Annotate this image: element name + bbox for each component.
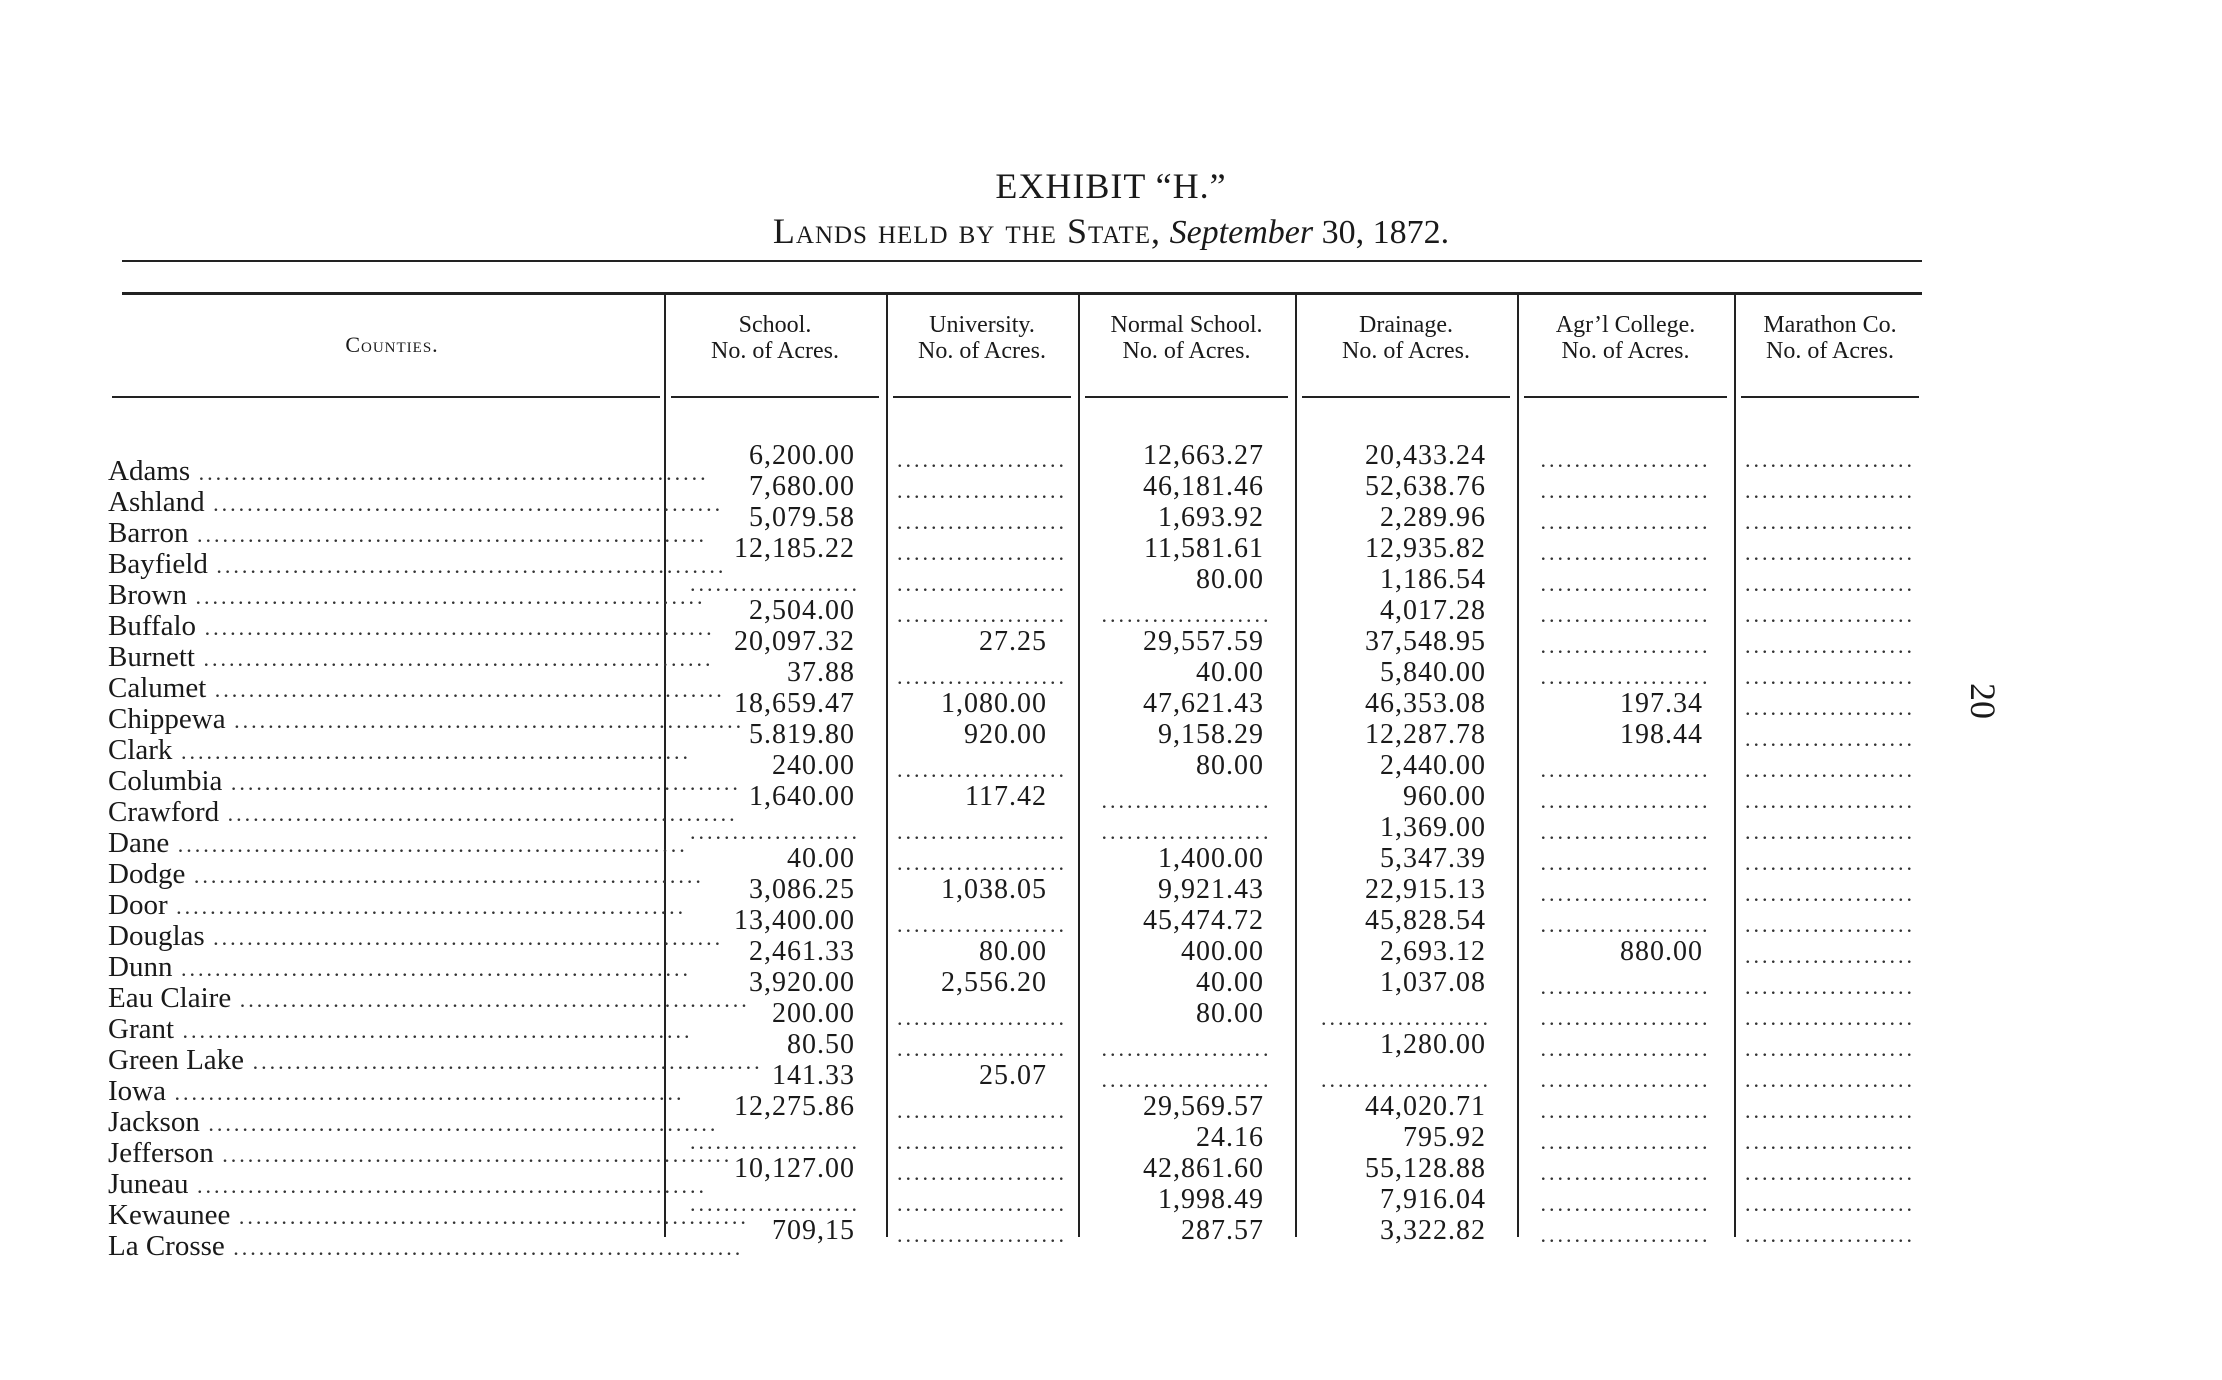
county-label: Juneau	[108, 1168, 189, 1200]
leader-dots: ............................................................	[225, 708, 745, 733]
county-label: Ashland	[108, 486, 205, 518]
cell-agr: 198.44	[1620, 719, 1703, 750]
leader-dots: ............................................................	[230, 1204, 749, 1229]
cell-school: 2,461.33	[749, 936, 855, 967]
cell-school: 1,640.00	[749, 781, 855, 812]
cell-drainage: 44,020.71	[1365, 1091, 1486, 1122]
header-normal	[1079, 312, 1294, 364]
leader-dots: ............................................................	[186, 584, 706, 609]
leader-dots: ............................................................	[195, 646, 714, 671]
empty-cell-dots: ....................	[1745, 881, 1915, 906]
cell-drainage: 22,915.13	[1365, 874, 1486, 905]
empty-cell-dots: ....................	[1540, 757, 1711, 782]
county-label: Dodge	[108, 858, 186, 890]
empty-cell-dots: ....................	[1321, 1067, 1491, 1092]
cell-school: 200.00	[772, 998, 855, 1029]
empty-cell-dots: ....................	[1540, 974, 1711, 999]
cell-drainage: 1,186.54	[1380, 564, 1486, 595]
header-underline	[1741, 396, 1919, 398]
leader-dots: ............................................................	[222, 770, 741, 795]
empty-cell-dots: ....................	[1745, 1129, 1915, 1154]
empty-cell-dots: ....................	[690, 819, 860, 844]
header-line1: Drainage.	[1359, 312, 1453, 338]
cell-drainage: 1,369.00	[1380, 812, 1486, 843]
county-label: Douglas	[108, 920, 205, 952]
empty-cell-dots: ....................	[897, 912, 1067, 937]
county-name	[108, 1044, 763, 1076]
cell-school: 6,200.00	[749, 440, 855, 471]
empty-cell-dots: ....................	[1745, 819, 1915, 844]
county-name	[108, 1199, 749, 1231]
cell-university: 1,080.00	[941, 688, 1047, 719]
cell-school: 5.819.80	[749, 719, 855, 750]
cell-drainage: 4,017.28	[1380, 595, 1486, 626]
cell-school: 141.33	[772, 1060, 855, 1091]
cell-drainage: 12,935.82	[1365, 533, 1486, 564]
leader-dots: ............................................................	[165, 1080, 685, 1105]
county-name	[108, 858, 704, 890]
leader-dots: ............................................................	[172, 956, 691, 981]
empty-cell-dots: ....................	[897, 1036, 1067, 1061]
cell-normal: 29,569.57	[1143, 1091, 1264, 1122]
header-rule	[122, 292, 1922, 295]
cell-drainage: 7,916.04	[1380, 1184, 1486, 1215]
leader-dots: ............................................................	[204, 925, 724, 950]
empty-cell-dots: ....................	[897, 571, 1067, 596]
cell-normal: 12,663.27	[1143, 440, 1264, 471]
cell-normal: 9,158.29	[1158, 719, 1264, 750]
cell-university: 25.07	[979, 1060, 1047, 1091]
leader-dots: ............................................................	[207, 553, 727, 578]
empty-cell-dots: ....................	[1745, 850, 1915, 875]
leader-dots: ............................................................	[172, 739, 691, 764]
empty-cell-dots: ....................	[1745, 726, 1915, 751]
county-label: Burnett	[108, 641, 195, 673]
exhibit-title: EXHIBIT “H.”	[995, 166, 1227, 206]
cell-school: 13,400.00	[734, 905, 855, 936]
empty-cell-dots: ....................	[1745, 974, 1915, 999]
empty-cell-dots: ....................	[1745, 1098, 1915, 1123]
header-university	[887, 312, 1077, 364]
empty-cell-dots: ....................	[1540, 602, 1711, 627]
cell-normal: 400.00	[1181, 936, 1264, 967]
cell-drainage: 20,433.24	[1365, 440, 1486, 471]
empty-cell-dots: ....................	[897, 540, 1067, 565]
county-name	[108, 1230, 744, 1262]
county-name	[108, 765, 741, 797]
header-underline	[671, 396, 879, 398]
cell-university: 920.00	[964, 719, 1047, 750]
cell-drainage: 46,353.08	[1365, 688, 1486, 719]
empty-cell-dots: ....................	[1745, 478, 1915, 503]
cell-drainage: 1,037.08	[1380, 967, 1486, 998]
county-label: Barron	[108, 517, 189, 549]
empty-cell-dots: ....................	[1540, 912, 1711, 937]
empty-cell-dots: ....................	[1101, 819, 1272, 844]
cell-normal: 80.00	[1196, 564, 1264, 595]
cell-normal: 45,474.72	[1143, 905, 1264, 936]
empty-cell-dots: ....................	[1745, 1067, 1915, 1092]
top-rule	[122, 260, 1922, 262]
cell-agr: 880.00	[1620, 936, 1703, 967]
cell-drainage: 2,440.00	[1380, 750, 1486, 781]
cell-drainage: 2,693.12	[1380, 936, 1486, 967]
cell-drainage: 5,347.39	[1380, 843, 1486, 874]
empty-cell-dots: ....................	[1745, 1005, 1915, 1030]
county-label: Calumet	[108, 672, 207, 704]
cell-drainage: 2,289.96	[1380, 502, 1486, 533]
county-label: Door	[108, 889, 168, 921]
empty-cell-dots: ....................	[1540, 1129, 1711, 1154]
header-line1: Normal School.	[1110, 312, 1263, 338]
header-line1: School.	[738, 312, 812, 338]
empty-cell-dots: ....................	[1540, 788, 1711, 813]
empty-cell-dots: ....................	[690, 1191, 860, 1216]
empty-cell-dots: ....................	[897, 757, 1067, 782]
subtitle-date: September	[1169, 214, 1314, 251]
county-name	[108, 796, 738, 828]
empty-cell-dots: ....................	[897, 819, 1067, 844]
county-name	[108, 1013, 693, 1045]
county-label: La Crosse	[108, 1230, 225, 1262]
cell-school: 37.88	[787, 657, 855, 688]
county-label: Chippewa	[108, 703, 226, 735]
leader-dots: ............................................................	[174, 1018, 693, 1043]
header-line2: No. of Acres.	[1342, 338, 1470, 364]
cell-school: 2,504.00	[749, 595, 855, 626]
empty-cell-dots: ....................	[1540, 1222, 1711, 1247]
county-label: Eau Claire	[108, 982, 232, 1014]
leader-dots: ............................................................	[231, 987, 750, 1012]
empty-cell-dots: ....................	[1745, 1036, 1915, 1061]
cell-normal: 287.57	[1181, 1215, 1264, 1246]
empty-cell-dots: ....................	[897, 478, 1067, 503]
empty-cell-dots: ....................	[1321, 1005, 1491, 1030]
header-line2: No. of Acres.	[1122, 338, 1251, 364]
empty-cell-dots: ....................	[1745, 447, 1915, 472]
county-name	[108, 1137, 733, 1169]
cell-school: 40.00	[787, 843, 855, 874]
empty-cell-dots: ....................	[1101, 1067, 1272, 1092]
county-label: Jackson	[108, 1106, 200, 1138]
cell-normal: 47,621.43	[1143, 688, 1264, 719]
header-underline	[112, 396, 660, 398]
empty-cell-dots: ....................	[1540, 664, 1711, 689]
county-label: Jefferson	[108, 1137, 214, 1169]
cell-university: 80.00	[979, 936, 1047, 967]
cell-normal: 24.16	[1196, 1122, 1264, 1153]
empty-cell-dots: ....................	[1745, 571, 1915, 596]
county-name	[108, 982, 750, 1014]
cell-school: 10,127.00	[734, 1153, 855, 1184]
empty-cell-dots: ....................	[897, 509, 1067, 534]
column-divider	[1734, 292, 1736, 1237]
county-name	[108, 455, 709, 487]
county-name	[108, 889, 687, 921]
leader-dots: ............................................................	[196, 615, 715, 640]
county-name	[108, 734, 691, 766]
county-label: Crawford	[108, 796, 220, 828]
cell-school: 12,275.86	[734, 1091, 855, 1122]
cell-drainage: 52,638.76	[1365, 471, 1486, 502]
empty-cell-dots: ....................	[1745, 1191, 1915, 1216]
county-label: Grant	[108, 1013, 175, 1045]
cell-university: 117.42	[965, 781, 1047, 812]
empty-cell-dots: ....................	[897, 1222, 1067, 1247]
cell-drainage: 795.92	[1403, 1122, 1486, 1153]
county-label: Dunn	[108, 951, 173, 983]
county-label: Columbia	[108, 765, 223, 797]
cell-normal: 29,557.59	[1143, 626, 1264, 657]
cell-drainage: 12,287.78	[1365, 719, 1486, 750]
cell-agr: 197.34	[1620, 688, 1703, 719]
county-name	[108, 641, 714, 673]
county-name	[108, 672, 725, 704]
empty-cell-dots: ....................	[1540, 1191, 1711, 1216]
empty-cell-dots: ....................	[1745, 664, 1915, 689]
county-label: Green Lake	[108, 1044, 245, 1076]
county-label: Clark	[108, 734, 173, 766]
empty-cell-dots: ....................	[897, 664, 1067, 689]
empty-cell-dots: ....................	[1540, 881, 1711, 906]
cell-school: 20,097.32	[734, 626, 855, 657]
cell-drainage: 5,840.00	[1380, 657, 1486, 688]
subtitle-suffix: 30, 1872.	[1321, 214, 1450, 251]
leader-dots: ............................................................	[213, 1142, 733, 1167]
county-name	[108, 920, 724, 952]
empty-cell-dots: ....................	[1101, 602, 1272, 627]
empty-cell-dots: ....................	[690, 1129, 860, 1154]
cell-school: 80.50	[787, 1029, 855, 1060]
empty-cell-dots: ....................	[897, 1005, 1067, 1030]
cell-drainage: 37,548.95	[1365, 626, 1486, 657]
cell-drainage: 45,828.54	[1365, 905, 1486, 936]
leader-dots: ............................................................	[244, 1049, 763, 1074]
county-label: Iowa	[108, 1075, 166, 1107]
header-school	[665, 312, 885, 364]
cell-normal: 40.00	[1196, 967, 1264, 998]
cell-normal: 1,400.00	[1158, 843, 1264, 874]
header-underline	[893, 396, 1071, 398]
empty-cell-dots: ....................	[1540, 478, 1711, 503]
county-name	[108, 486, 724, 518]
header-underline	[1302, 396, 1510, 398]
county-name	[108, 548, 727, 580]
empty-cell-dots: ....................	[897, 602, 1067, 627]
empty-cell-dots: ....................	[1745, 912, 1915, 937]
empty-cell-dots: ....................	[897, 850, 1067, 875]
header-underline	[1085, 396, 1288, 398]
county-label: Dane	[108, 827, 170, 859]
column-divider	[1517, 292, 1519, 1237]
cell-normal: 1,693.92	[1158, 502, 1264, 533]
empty-cell-dots: ....................	[897, 1160, 1067, 1185]
county-name	[108, 827, 688, 859]
leader-dots: ............................................................	[199, 1111, 719, 1136]
county-name	[108, 1168, 708, 1200]
cell-normal: 46,181.46	[1143, 471, 1264, 502]
cell-university: 1,038.05	[941, 874, 1047, 905]
empty-cell-dots: ....................	[1540, 447, 1711, 472]
empty-cell-dots: ....................	[1745, 1160, 1915, 1185]
empty-cell-dots: ....................	[1101, 788, 1272, 813]
cell-normal: 9,921.43	[1158, 874, 1264, 905]
county-name	[108, 951, 691, 983]
leader-dots: ............................................................	[224, 1235, 744, 1260]
cell-normal: 42,861.60	[1143, 1153, 1264, 1184]
county-name	[108, 517, 708, 549]
cell-university: 27.25	[979, 626, 1047, 657]
county-name	[108, 579, 706, 611]
cell-normal: 80.00	[1196, 998, 1264, 1029]
empty-cell-dots: ....................	[1540, 540, 1711, 565]
county-name	[108, 703, 745, 735]
header-underline	[1524, 396, 1727, 398]
empty-cell-dots: ....................	[897, 1129, 1067, 1154]
header-line2: No. of Acres.	[1766, 338, 1894, 364]
county-name	[108, 610, 715, 642]
empty-cell-dots: ....................	[897, 1191, 1067, 1216]
empty-cell-dots: ....................	[1745, 757, 1915, 782]
cell-drainage: 960.00	[1403, 781, 1486, 812]
header-line1: Marathon Co.	[1763, 312, 1897, 338]
empty-cell-dots: ....................	[1540, 819, 1711, 844]
empty-cell-dots: ....................	[1745, 633, 1915, 658]
cell-school: 7,680.00	[749, 471, 855, 502]
leader-dots: ............................................................	[206, 677, 725, 702]
empty-cell-dots: ....................	[1540, 633, 1711, 658]
page-number: 20	[1963, 683, 2003, 719]
cell-normal: 1,998.49	[1158, 1184, 1264, 1215]
header-line1: Agr’l College.	[1555, 312, 1696, 338]
cell-school: 5,079.58	[749, 502, 855, 533]
empty-cell-dots: ....................	[1745, 695, 1915, 720]
empty-cell-dots: ....................	[897, 447, 1067, 472]
header-marathon	[1735, 312, 1925, 364]
cell-normal: 40.00	[1196, 657, 1264, 688]
empty-cell-dots: ....................	[1540, 1098, 1711, 1123]
empty-cell-dots: ....................	[1745, 788, 1915, 813]
empty-cell-dots: ....................	[1540, 509, 1711, 534]
empty-cell-dots: ....................	[1540, 1160, 1711, 1185]
leader-dots: ............................................................	[219, 801, 738, 826]
empty-cell-dots: ....................	[1745, 509, 1915, 534]
exhibit-subtitle	[0, 210, 2222, 252]
leader-dots: ............................................................	[185, 863, 704, 888]
empty-cell-dots: ....................	[1540, 1005, 1711, 1030]
empty-cell-dots: ....................	[1745, 602, 1915, 627]
county-label: Brown	[108, 579, 187, 611]
leader-dots: ............................................................	[190, 460, 709, 485]
cell-university: 2,556.20	[941, 967, 1047, 998]
empty-cell-dots: ....................	[1540, 1036, 1711, 1061]
cell-normal: 80.00	[1196, 750, 1264, 781]
cell-drainage: 55,128.88	[1365, 1153, 1486, 1184]
empty-cell-dots: ....................	[1745, 1222, 1915, 1247]
county-label: Bayfield	[108, 548, 208, 580]
header-line1: University.	[929, 312, 1035, 338]
county-name	[108, 1106, 719, 1138]
cell-drainage: 1,280.00	[1380, 1029, 1486, 1060]
leader-dots: ............................................................	[167, 894, 687, 919]
county-name	[108, 1075, 685, 1107]
leader-dots: ............................................................	[169, 832, 688, 857]
cell-school: 3,086.25	[749, 874, 855, 905]
header-drainage	[1296, 312, 1516, 364]
empty-cell-dots: ....................	[897, 1098, 1067, 1123]
subtitle-prefix: Lands held by the State,	[772, 211, 1162, 251]
county-label: Adams	[108, 455, 191, 487]
county-label: Buffalo	[108, 610, 197, 642]
empty-cell-dots: ....................	[1540, 850, 1711, 875]
empty-cell-dots: ....................	[1540, 1067, 1711, 1092]
cell-school: 18,659.47	[734, 688, 855, 719]
cell-school: 12,185.22	[734, 533, 855, 564]
cell-school: 3,920.00	[749, 967, 855, 998]
header-agr	[1518, 312, 1733, 364]
leader-dots: ............................................................	[188, 1173, 708, 1198]
empty-cell-dots: ....................	[1745, 943, 1915, 968]
cell-normal: 11,581.61	[1144, 533, 1264, 564]
empty-cell-dots: ....................	[690, 571, 860, 596]
leader-dots: ............................................................	[188, 522, 708, 547]
empty-cell-dots: ....................	[1540, 571, 1711, 596]
empty-cell-dots: ....................	[1745, 540, 1915, 565]
header-line2: No. of Acres.	[711, 338, 839, 364]
leader-dots: ............................................................	[204, 491, 724, 516]
county-label: Kewaunee	[108, 1199, 231, 1231]
header-line2: No. of Acres.	[1561, 338, 1690, 364]
column-divider	[886, 292, 888, 1237]
cell-drainage: 3,322.82	[1380, 1215, 1486, 1246]
cell-school: 240.00	[772, 750, 855, 781]
header-line2: No. of Acres.	[918, 338, 1046, 364]
cell-school: 709,15	[772, 1215, 855, 1246]
empty-cell-dots: ....................	[1101, 1036, 1272, 1061]
header-counties: Counties.	[345, 332, 439, 357]
